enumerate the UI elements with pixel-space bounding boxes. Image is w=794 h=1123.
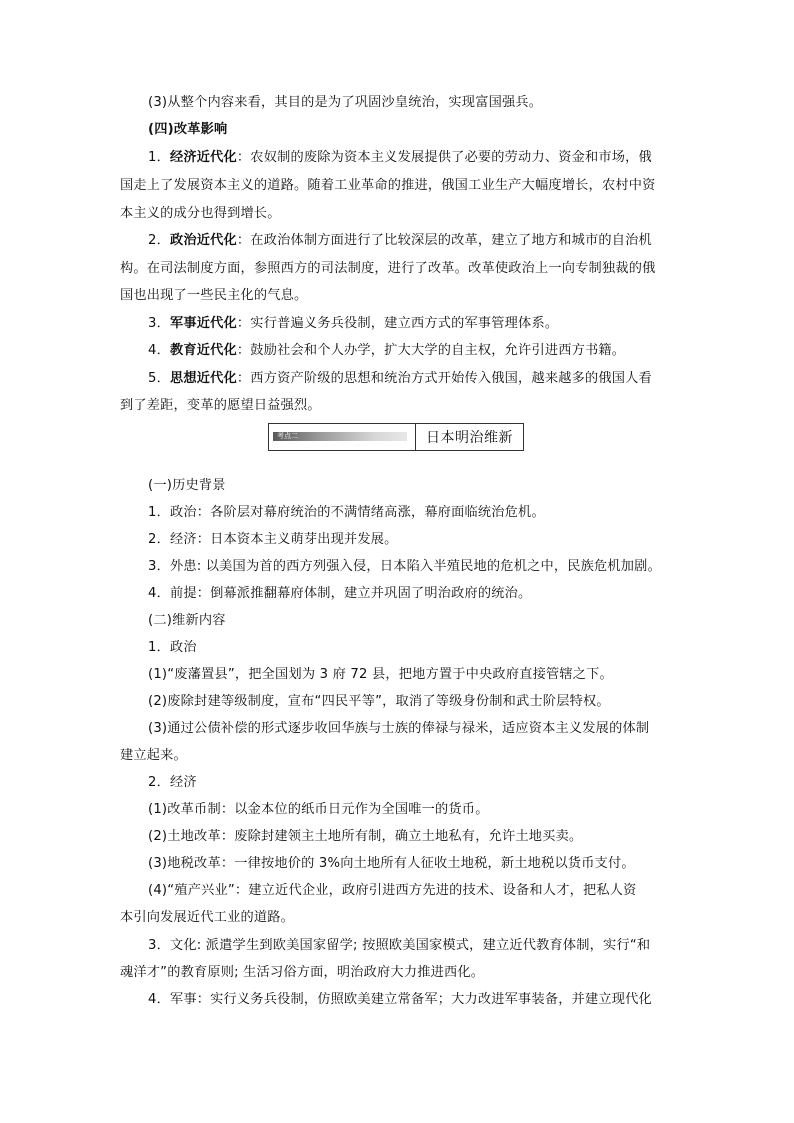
impact-item-5-line-2: 到了差距，变革的愿望日益强烈。 [120,398,321,413]
impact-item-3: 3．军事近代化：实行普遍义务兵役制，建立西方式的军事管理体系。 [148,316,559,331]
background-heading: (一)历史背景 [148,478,226,493]
economy-item-4: (4)“殖产兴业”：建立近代企业，政府引进西方先进的技术、设备和人才，把私人资 [148,883,637,898]
section-banner-tag: 考点二 [277,432,298,440]
background-item-4: 4．前提：倒幕派推翻幕府体制，建立并巩固了明治政府的统治。 [148,586,532,601]
background-item-2: 2．经济：日本资本主义萌芽出现并发展。 [148,532,398,547]
content-heading: (二)维新内容 [148,613,226,628]
impact-item-5: 5．思想近代化：西方资产阶级的思想和统治方式开始传入俄国，越来越多的俄国人看 [148,371,652,386]
politics-title: 1．政治 [148,640,197,655]
politics-item-1: (1)“废藩置县”，把全国划为 3 府 72 县，把地方置于中央政府直接管辖之下。 [148,667,613,682]
impact-item-1-line-2: 国走上了发展资本主义的道路。随着工业革命的推进，俄国工业生产大幅度增长，农村中资 [120,178,656,193]
impact-item-4: 4．教育近代化：鼓励社会和个人办学，扩大大学的自主权，允许引进西方书籍。 [148,343,626,358]
military-item: 4．军事：实行义务兵役制，仿照欧美建立常备军；大力改进军事装备，并建立现代化 [148,992,652,1007]
economy-title: 2．经济 [148,775,197,790]
background-item-1: 1．政治：各阶层对幕府统治的不满情绪高涨，幕府面临统治危机。 [148,505,545,520]
impact-item-2-line-2: 构。在司法制度方面，参照西方的司法制度，进行了改革。改革使政治上一向专制独裁的俄 [120,261,656,276]
economy-item-4-line-2: 本引向发展近代工业的道路。 [120,910,295,925]
politics-item-3: (3)通过公债补偿的形式逐步收回华族与士族的俸禄与禄米，适应资本主义发展的体制 [148,721,650,736]
section-banner [268,423,524,451]
reform-goal-line: (3)从整个内容来看，其目的是为了巩固沙皇统治，实现富国强兵。 [148,95,543,110]
economy-item-2: (2)土地改革：废除封建领主土地所有制，确立土地私有，允许土地买卖。 [148,829,583,844]
politics-item-3-line-2: 建立起来。 [120,748,187,763]
section-banner-tag-area [269,424,416,450]
economy-item-1: (1)改革币制：以金本位的纸币日元作为全国唯一的货币。 [148,802,489,817]
culture-item-line-2: 魂洋才”的教育原则; 生活习俗方面，明治政府大力推进西化。 [120,965,485,980]
impact-item-2-line-3: 国也出现了一些民主化的气息。 [120,288,308,303]
background-item-3: 3．外患: 以美国为首的西方列强入侵，日本陷入半殖民地的危机之中，民族危机加剧。 [148,559,661,574]
impact-item-1-line-3: 本主义的成分也得到增长。 [120,206,281,221]
section-title: 日本明治维新 [426,430,513,446]
economy-item-3: (3)地税改革：一律按地价的 3%向土地所有人征收土地税，新土地税以货币支付。 [148,856,635,871]
impact-item-1: 1．经济近代化：农奴制的废除为资本主义发展提供了必要的劳动力、资金和市场，俄 [148,150,652,165]
impact-heading: (四)改革影响 [148,122,228,137]
politics-item-2: (2)废除封建等级制度，宣布“四民平等”，取消了等级身份制和武士阶层特权。 [148,694,610,709]
culture-item: 3．文化: 派遣学生到欧美国家留学; 按照欧美国家模式，建立近代教育体制，实行“和 [148,938,651,953]
impact-item-2: 2．政治近代化：在政治体制方面进行了比较深层的改革，建立了地方和城市的自治机 [148,233,652,248]
